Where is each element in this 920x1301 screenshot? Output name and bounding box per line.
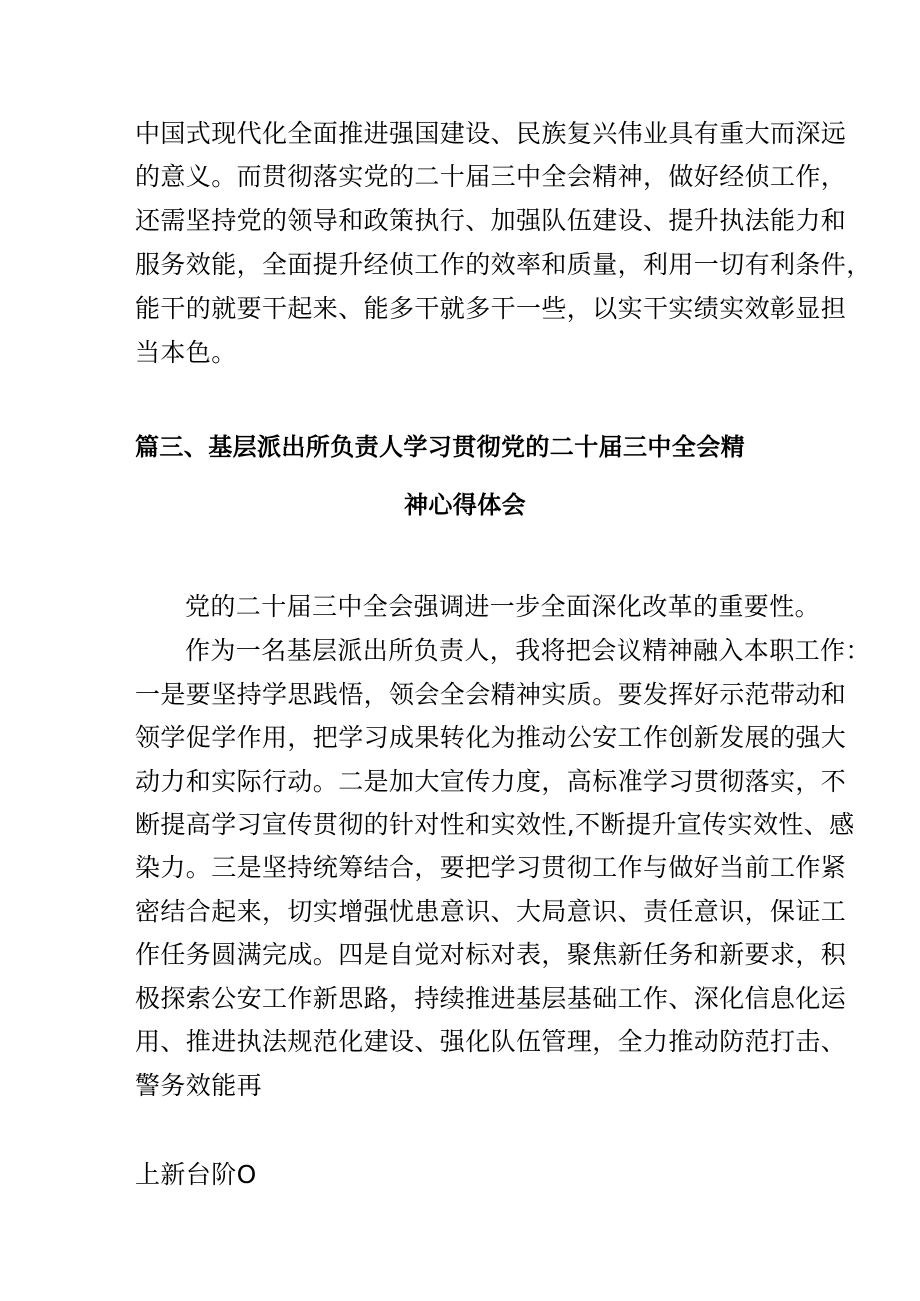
text-line: 作任务圆满完成。四是自觉对标对表，聚焦新任务和新要求，积 <box>135 940 847 969</box>
paragraph-tail: 上新台阶O <box>135 1160 257 1189</box>
text-line: 用、推进执法规范化建设、强化队伍管理，全力推动防范打击、 <box>135 1027 847 1056</box>
text-line: 密结合起来，切实增强忧患意识、大局意识、责任意识，保证工 <box>135 897 847 926</box>
text-line: 染力。三是坚持统筹结合，要把学习贯彻工作与做好当前工作紧 <box>135 853 847 882</box>
text-line: 服务效能，全面提升经侦工作的效率和质量，利用一切有利条件， <box>135 250 872 279</box>
text-line: 一是要坚持学思践悟，领会全会精神实质。要发挥好示范带动和 <box>135 680 847 709</box>
text-line: 的意义。而贯彻落实党的二十届三中全会精神，做好经侦工作， <box>135 162 847 191</box>
text-line: 能干的就要干起来、能多干就多干一些，以实干实绩实效彰显担 <box>135 294 847 323</box>
text-line: 作为一名基层派出所负责人，我将把会议精神融入本职工作： <box>185 636 871 665</box>
text-line: 领学促学作用，把学习成果转化为推动公安工作创新发展的强大 <box>135 723 847 752</box>
text-line: 中国式现代化全面推进强国建设、民族复兴伟业具有重大而深远 <box>135 119 847 148</box>
text-line: 当本色。 <box>135 338 237 367</box>
paragraph-intro: 党的二十届三中全会强调进一步全面深化改革的重要性。 <box>185 592 821 621</box>
section-heading-line-2: 神心得体会 <box>404 491 526 519</box>
text-line: 断提高学习宣传贯彻的针对性和实效性,不断提升宣传实效性、感 <box>135 810 855 839</box>
text-line: 警务效能再 <box>135 1071 263 1100</box>
text-line: 极探索公安工作新思路，持续推进基层基础工作、深化信息化运 <box>135 984 847 1013</box>
text-line: 还需坚持党的领导和政策执行、加强队伍建设、提升执法能力和 <box>135 206 847 235</box>
text-line: 动力和实际行动。二是加大宣传力度，高标准学习贯彻落实，不 <box>135 767 847 796</box>
section-heading-line-1: 篇三、基层派出所负责人学习贯彻党的二十届三中全会精 <box>135 433 745 461</box>
